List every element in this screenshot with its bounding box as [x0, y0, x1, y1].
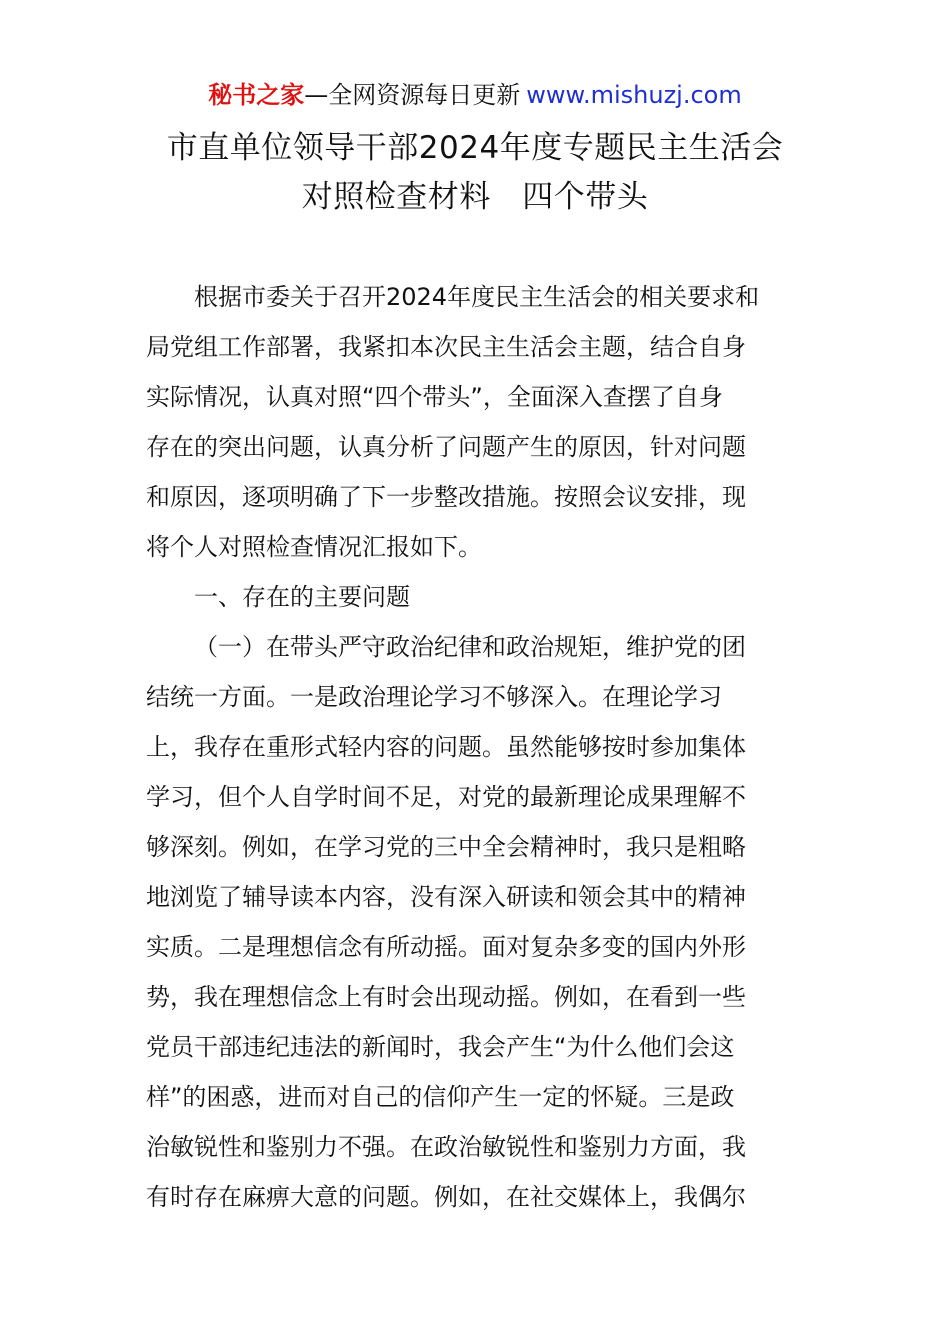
- site-slogan: —全网资源每日更新: [304, 81, 521, 109]
- document-body: [146, 272, 808, 1222]
- paragraph-2-line: 有时存在麻痹大意的问题。例如，在社交媒体上，我偶尔: [146, 1183, 746, 1211]
- site-url-link[interactable]: www.mishuzj.com: [526, 81, 742, 109]
- document-title-line-2: 对照检查材料 四个带头: [301, 179, 649, 215]
- paragraph-2-line: 治敏锐性和鉴别力不强。在政治敏锐性和鉴别力方面，我: [146, 1133, 746, 1161]
- paragraph-1-line: 局党组工作部署，我紧扣本次民主生活会主题，结合自身: [146, 333, 746, 361]
- paragraph-2-line: 党员干部违纪违法的新闻时，我会产生“为什么他们会这: [146, 1033, 735, 1061]
- paragraph-2-line: 势，我在理想信念上有时会出现动摇。例如，在看到一些: [146, 983, 746, 1011]
- paragraph-2-line: 学习，但个人自学时间不足，对党的最新理论成果理解不: [146, 783, 746, 811]
- paragraph-1-line: 和原因，逐项明确了下一步整改措施。按照会议安排，现: [146, 483, 746, 511]
- section-heading: 一、存在的主要问题: [194, 583, 410, 611]
- paragraph-1-line: 将个人对照检查情况汇报如下。: [146, 533, 482, 561]
- paragraph-2-line: 上，我存在重形式轻内容的问题。虽然能够按时参加集体: [146, 733, 746, 761]
- paragraph-2-line: 结统一方面。一是政治理论学习不够深入。在理论学习: [146, 683, 722, 711]
- paragraph-2-line: 样”的困惑，进而对自己的信仰产生一定的怀疑。三是政: [146, 1083, 735, 1111]
- paragraph-2-line: 实质。二是理想信念有所动摇。面对复杂多变的国内外形: [146, 933, 746, 961]
- paragraph-2-line: 够深刻。例如，在学习党的三中全会精神时，我只是粗略: [146, 833, 746, 861]
- paragraph-1-line: 根据市委关于召开2024年度民主生活会的相关要求和: [194, 283, 760, 311]
- paragraph-1-line: 存在的突出问题，认真分析了问题产生的原因，针对问题: [146, 433, 746, 461]
- paragraph-1-line: 实际情况，认真对照“四个带头”，全面深入查摆了自身: [146, 383, 723, 411]
- site-header: [0, 78, 950, 112]
- site-name: 秘书之家: [208, 81, 305, 109]
- document-title-line-1: 市直单位领导干部2024年度专题民主生活会: [166, 130, 784, 166]
- paragraph-2-line: 地浏览了辅导读本内容，没有深入研读和领会其中的精神: [146, 883, 746, 911]
- paragraph-2-line: （一）在带头严守政治纪律和政治规矩，维护党的团: [194, 633, 746, 661]
